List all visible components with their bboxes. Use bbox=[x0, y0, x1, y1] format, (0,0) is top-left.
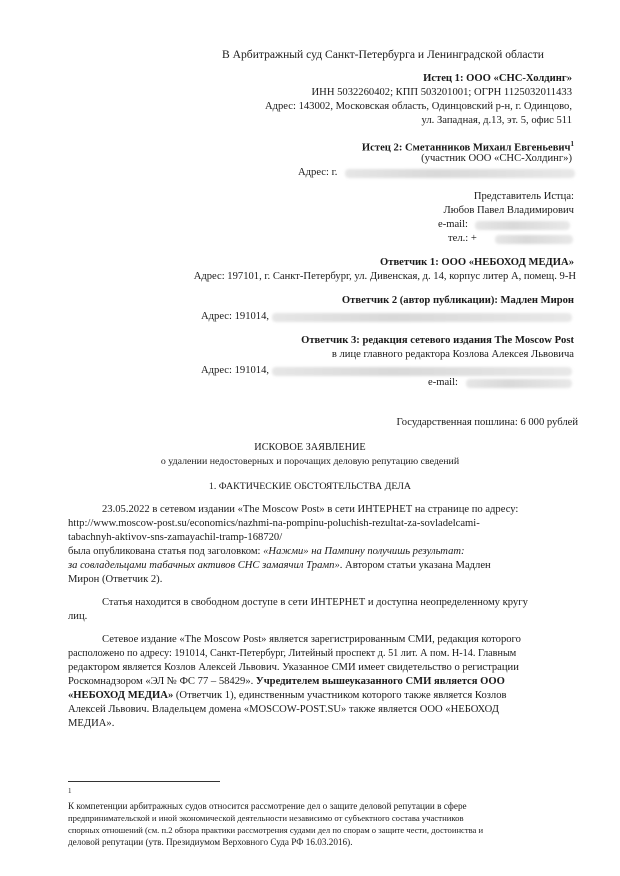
paragraph-text: (Ответчик 1), единственным участником которого также является Козлов bbox=[173, 690, 507, 701]
paragraph-text: Роскомнадзором «ЭЛ № ФС 77 – 58429». bbox=[68, 676, 256, 687]
company-name: «НЕБОХОД МЕДИА» bbox=[68, 690, 174, 701]
defendant2-title: Ответчик 2 (автор публикации): Мадлен Мирон bbox=[341, 295, 574, 306]
footnote-separator bbox=[68, 781, 220, 782]
article-headline: за совладельцами табачных активов СНС замаячил Трамп» bbox=[68, 560, 340, 571]
paragraph-line: МЕДИА». bbox=[68, 718, 115, 729]
footnote-line: К компетенции арбитражных судов относится рассмотрение дел о защите деловой репутации в сфере bbox=[68, 801, 467, 811]
paragraph-line: редактором является Козлов Алексей Львович. Указанное СМИ имеет свидетельство о регистрации bbox=[68, 662, 519, 673]
defendant1-address: Адрес: 197101, г. Санкт-Петербург, ул. Дивенская, д. 14, корпус литер А, помещ. 9-Н bbox=[193, 271, 576, 282]
article-url: tabachnyh-aktivov-sns-zamayachil-tramp-168720/ bbox=[68, 532, 283, 543]
document-title: ИСКОВОЕ ЗАЯВЛЕНИЕ bbox=[254, 442, 366, 453]
defendant1-title: Ответчик 1: ООО «НЕБОХОД МЕДИА» bbox=[380, 257, 574, 268]
founder-statement: Учредителем вышеуказанного СМИ является ООО bbox=[255, 676, 505, 687]
representative-email-label: e-mail: bbox=[438, 219, 469, 230]
paragraph-line: 23.05.2022 в сетевом издании «The Moscow Post» в сети ИНТЕРНЕТ на странице по адресу: bbox=[102, 504, 519, 515]
footnote-mark: 1 bbox=[68, 787, 72, 795]
section-heading: 1. ФАКТИЧЕСКИЕ ОБСТОЯТЕЛЬСТВА ДЕЛА bbox=[208, 481, 412, 492]
footnote-line: спорных отношений (см. п.2 обзора практики рассмотрения судами дел по спорам о защите чести, достоинства и bbox=[68, 825, 484, 835]
paragraph-line: Мирон (Ответчик 2). bbox=[68, 574, 163, 585]
state-fee: Государственная пошлина: 6 000 рублей bbox=[396, 417, 578, 428]
footnote-reference: 1 bbox=[570, 140, 574, 148]
paragraph-text: . Автором статьи указана Мадлен bbox=[339, 560, 491, 571]
paragraph-line: Статья находится в свободном доступе в сети ИНТЕРНЕТ и доступна неопределенному кругу bbox=[102, 597, 528, 608]
plaintiff1-ids: ИНН 5032260402; КПП 503201001; ОГРН 1125032011433 bbox=[311, 87, 572, 98]
representative-name: Любов Павел Владимирович bbox=[443, 205, 574, 216]
article-url: http://www.moscow-post.su/economics/nazhmi-na-pompinu-poluchish-rezultat-za-sovladelcami- bbox=[68, 518, 480, 529]
redacted-email bbox=[466, 379, 572, 388]
defendant2-address-label: Адрес: 191014, bbox=[201, 311, 270, 322]
footnote-line: деловой репутации (утв. Президиумом Верховного Суда РФ 16.03.2016). bbox=[68, 837, 353, 847]
defendant3-title: Ответчик 3: редакция сетевого издания The Moscow Post bbox=[301, 335, 574, 346]
defendant3-subtitle: в лице главного редактора Козлова Алексея Львовича bbox=[331, 349, 574, 360]
paragraph-line bbox=[68, 689, 507, 702]
plaintiff1-address-line2: ул. Западная, д.13, эт. 5, офис 511 bbox=[421, 115, 572, 126]
redacted-email bbox=[475, 221, 570, 230]
plaintiff2-name: Истец 2: Сметанников Михаил Евгеньевич bbox=[361, 142, 571, 154]
paragraph-line: лиц. bbox=[68, 611, 88, 622]
paragraph-line bbox=[68, 675, 505, 688]
document-subtitle: о удалении недостоверных и порочащих деловую репутацию сведений bbox=[160, 456, 460, 467]
representative-phone-label: тел.: + bbox=[448, 233, 477, 244]
redacted-address bbox=[345, 169, 575, 178]
paragraph-line bbox=[68, 559, 491, 572]
plaintiff2-note: (участник ООО «СНС-Холдинг») bbox=[421, 153, 572, 164]
paragraph-line bbox=[68, 545, 465, 558]
paragraph-line: Алексей Львович. Владельцем домена «MOSCOW-POST.SU» также является ООО «НЕБОХОД bbox=[68, 704, 500, 715]
representative-title: Представитель Истца: bbox=[473, 191, 574, 202]
defendant3-address-label: Адрес: 191014, bbox=[201, 365, 270, 376]
redacted-address bbox=[272, 313, 572, 322]
paragraph-text: была опубликована статья под заголовком: bbox=[68, 546, 264, 557]
plaintiff1-address-line1: Адрес: 143002, Московская область, Одинцовский р-н, г. Одинцово, bbox=[264, 101, 572, 112]
article-headline: «Нажми» на Пампину получишь результат: bbox=[263, 546, 465, 557]
paragraph-line: расположено по адресу: 191014, Санкт-Петербург, Литейный проспект д. 51 лит. А пом. Н-14. Главным bbox=[68, 648, 517, 659]
plaintiff2-address-label: Адрес: г. bbox=[298, 167, 338, 178]
court-name: В Арбитражный суд Санкт-Петербурга и Ленинградской области bbox=[222, 48, 544, 61]
plaintiff1-title: Истец 1: ООО «СНС-Холдинг» bbox=[423, 73, 572, 84]
redacted-address bbox=[272, 367, 572, 376]
redacted-phone bbox=[495, 235, 573, 244]
footnote-line: предпринимательской и иной экономической деятельности независимо от субъектного состава участников bbox=[68, 813, 464, 823]
defendant3-email-label: e-mail: bbox=[428, 377, 459, 388]
paragraph-line: Сетевое издание «The Moscow Post» является зарегистрированным СМИ, редакция которого bbox=[102, 634, 521, 645]
